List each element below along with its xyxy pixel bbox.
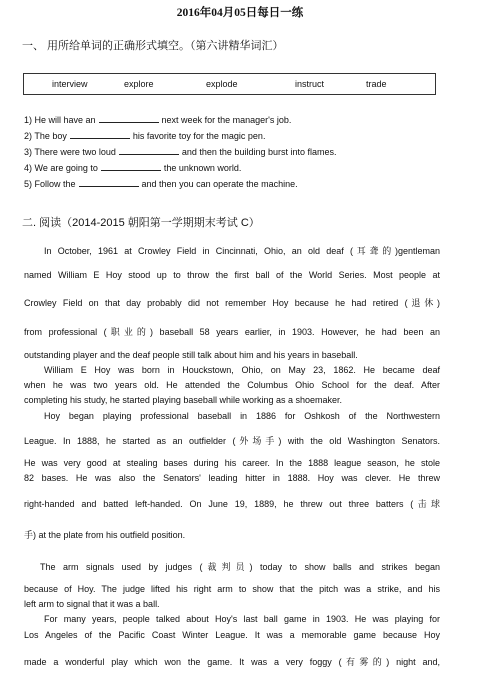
passage-line: left arm to signal that it was a ball. — [24, 599, 160, 609]
answer-blank[interactable] — [119, 145, 179, 155]
question-5: 5) Follow the and then you can operate the machine. — [24, 179, 298, 189]
word-bank-item: explode — [206, 79, 238, 89]
question-2: 2) The boy his favorite toy for the magic pen. — [24, 131, 266, 141]
question-1: 1) He will have an next week for the manager's job. — [24, 115, 292, 125]
section1-heading: 一、 用所给单词的正确形式填空。（第六讲精华词汇） — [22, 40, 284, 52]
passage-line: Los Angeles of the Pacific Coast Winter League. It was a memorable game because Hoy — [24, 630, 440, 640]
passage-line: when he was two years old. He attended the Columbus Ohio School for the deaf. After — [24, 380, 440, 390]
word-bank-item: trade — [366, 79, 387, 89]
passage-line: completing his study, he started playing baseball while working as a shoemaker. — [24, 395, 343, 405]
section2-heading: 二. 阅读（2014-2015 朝阳第一学期期末考试 C） — [22, 217, 260, 229]
answer-blank[interactable] — [101, 161, 161, 171]
answer-blank[interactable] — [70, 129, 130, 139]
word-bank-item: interview — [52, 79, 88, 89]
word-bank-item: instruct — [295, 79, 325, 89]
question-4: 4) We are going to the unknown world. — [24, 163, 242, 173]
passage-line: right-handed and batted left-handed. On June 19, 1889, he threw out three batters (击球 — [24, 499, 440, 509]
passage-line: He was very good at stealing bases during his career. In the 1888 league season, he stole — [24, 458, 440, 468]
passage-line: 手) at the plate from his outfield position. — [24, 530, 186, 540]
passage-line: from professional (职业的) baseball 58 years earlier, in 1903. However, he had been an — [24, 327, 440, 337]
question-3: 3) There were two loud and then the building burst into flames. — [24, 147, 337, 157]
word-bank — [23, 73, 436, 95]
page-title: 2016年04月05日每日一练 — [176, 7, 304, 19]
passage-line: outstanding player and the deaf people still talk about him and his years in baseball. — [24, 350, 358, 360]
answer-blank[interactable] — [79, 177, 139, 187]
passage-line: Hoy began playing professional baseball in 1886 for Oshkosh of the Northwestern — [44, 411, 440, 421]
answer-blank[interactable] — [99, 113, 159, 123]
passage-line: League. In 1888, he started as an outfielder (外场手) with the old Washington Senators. — [24, 436, 440, 446]
passage-line: because of Hoy. The judge lifted his right arm to show that the pitch was a strike, and his — [24, 584, 440, 594]
passage-line: The arm signals used by judges (裁判员) today to show balls and strikes began — [40, 562, 440, 572]
passage-line: For many years, people talked about Hoy's last ball game in 1903. He was playing for — [44, 614, 440, 624]
passage-line: made a wonderful play which won the game. It was a very foggy (有雾的) night and, — [24, 657, 440, 667]
passage-line: William E Hoy was born in Houckstown, Ohio, on May 23, 1862. He became deaf — [44, 365, 440, 375]
passage-line: In October, 1961 at Crowley Field in Cincinnati, Ohio, an old deaf (耳聋的)gentleman — [44, 246, 440, 256]
passage-line: 82 bases. He was also the Senators' leading hitter in 1888. Hoy was clever. He threw — [24, 473, 440, 483]
word-bank-item: explore — [124, 79, 154, 89]
passage-line: named William E Hoy stood up to throw the first ball of the World Series. Most people at — [24, 270, 440, 280]
passage-line: Crowley Field on that day probably did not remember Hoy because he had retired (退休) — [24, 298, 440, 308]
